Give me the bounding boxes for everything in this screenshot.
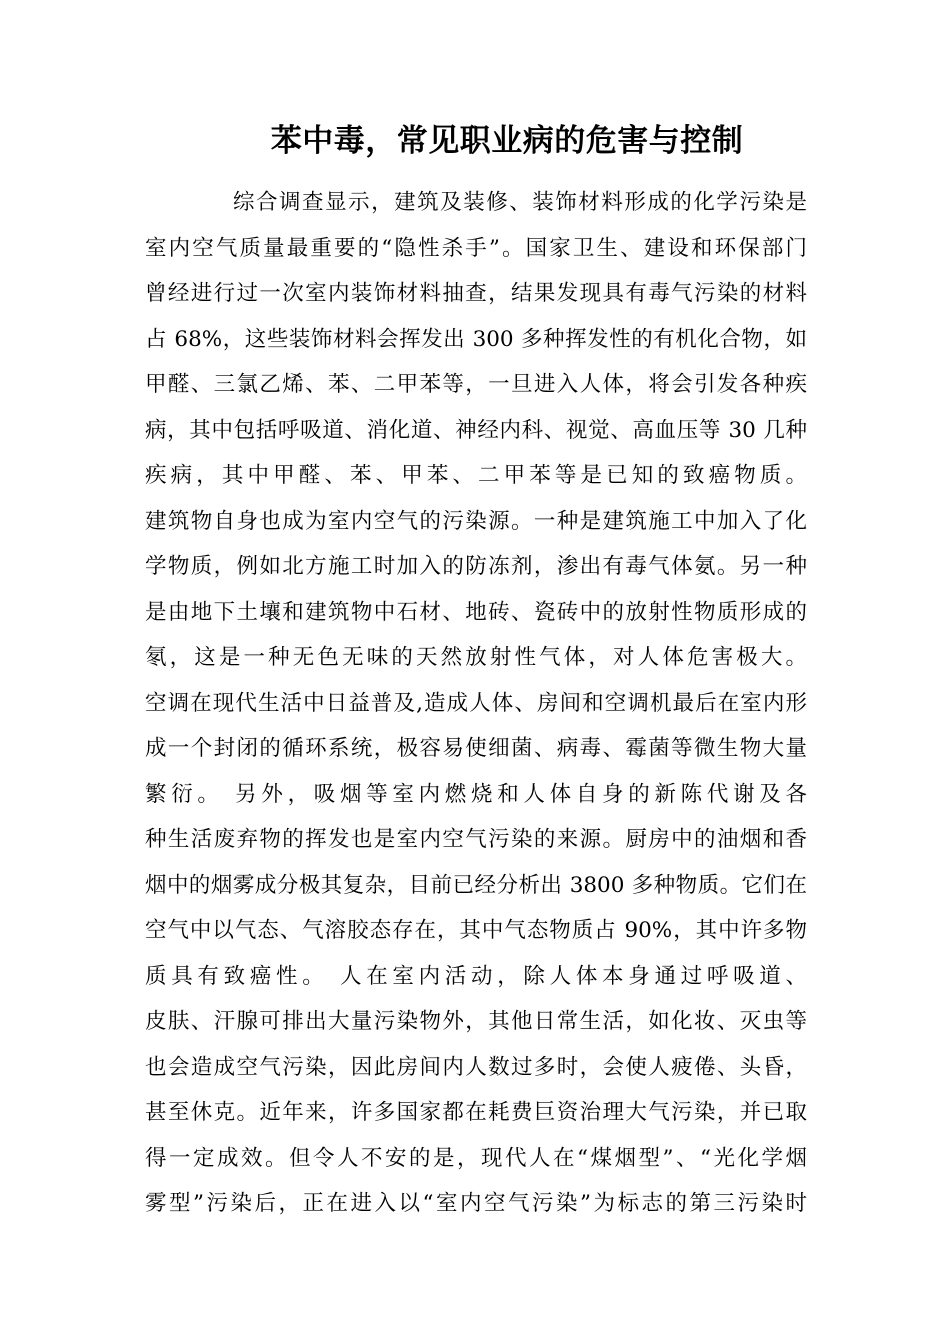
paragraph-line: 综合调查显示，建筑及装修、装饰材料形成的化学污染是 [233,190,807,215]
paragraph-line: 室内空气质量最重要的“隐性杀手”。国家卫生、建设和环保部门 [145,235,807,261]
paragraph-line: 建筑物自身也成为室内空气的污染源。一种是建筑施工中加入了化 [145,508,807,534]
paragraph-line: 质具有致癌性。 人在室内活动，除人体本身通过呼吸道、 [145,963,807,989]
paragraph-line: 雾型”污染后，正在进入以“室内空气污染”为标志的第三污染时 [145,1191,807,1216]
paragraph-line: 烟中的烟雾成分极其复杂，目前已经分析出 3800 多种物质。它们在 [145,872,807,898]
document-title: 苯中毒，常见职业病的危害与控制 [270,123,744,159]
paragraph-line: 繁衍。 另外，吸烟等室内燃烧和人体自身的新陈代谢及各 [145,781,807,807]
paragraph-line: 皮肤、汗腺可排出大量污染物外，其他日常生活，如化妆、灭虫等 [145,1009,807,1034]
paragraph-line: 病，其中包括呼吸道、消化道、神经内科、视觉、高血压等 30 几种 [145,417,807,443]
paragraph-line: 甚至休克。近年来，许多国家都在耗费巨资治理大气污染，并已取 [145,1100,807,1125]
paragraph-line: 甲醛、三氯乙烯、苯、二甲苯等，一旦进入人体，将会引发各种疾 [145,372,807,397]
paragraph-line: 曾经进行过一次室内装饰材料抽查，结果发现具有毒气污染的材料 [145,281,807,306]
paragraph-line: 是由地下土壤和建筑物中石材、地砖、瓷砖中的放射性物质形成的 [145,599,807,625]
paragraph-line: 占 68%，这些装饰材料会挥发出 300 多种挥发性的有机化合物，如 [145,326,807,352]
paragraph-line: 种生活废弃物的挥发也是室内空气污染的来源。厨房中的油烟和香 [145,827,807,852]
paragraph-line: 空气中以气态、气溶胶态存在，其中气态物质占 90%，其中许多物 [145,918,807,943]
paragraph-line: 学物质，例如北方施工时加入的防冻剂，渗出有毒气体氨。另一种 [145,554,807,579]
paragraph-line: 氡，这是一种无色无味的天然放射性气体，对人体危害极大。 [145,645,807,670]
paragraph-line: 也会造成空气污染，因此房间内人数过多时，会使人疲倦、头昏， [145,1054,807,1080]
document-body [145,180,807,1227]
paragraph-line: 空调在现代生活中日益普及,造成人体、房间和空调机最后在室内形 [145,690,807,716]
paragraph-line: 疾病，其中甲醛、苯、甲苯、二甲苯等是已知的致癌物质。 [145,463,807,488]
paragraph-line: 得一定成效。但令人不安的是，现代人在“煤烟型”、“光化学烟 [145,1145,807,1171]
paragraph-line: 成一个封闭的循环系统，极容易使细菌、病毒、霉菌等微生物大量 [145,736,807,761]
